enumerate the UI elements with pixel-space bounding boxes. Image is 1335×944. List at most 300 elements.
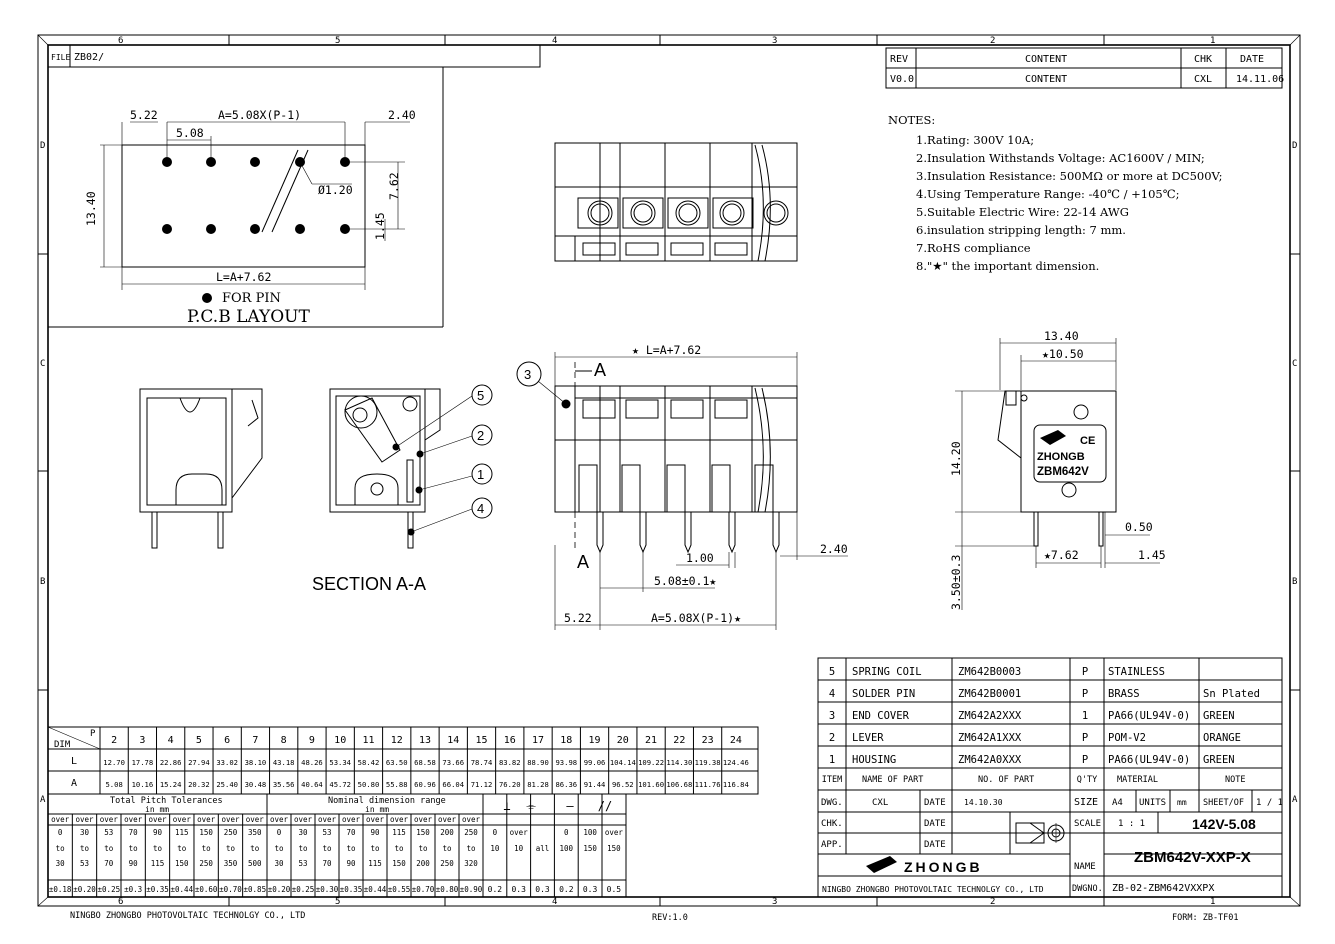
tol-to-label: to xyxy=(370,844,380,853)
file-name: ZB02/ xyxy=(74,52,105,63)
tb-chk-date-label: DATE xyxy=(924,819,946,829)
nominal-title: Nominal dimension range xyxy=(328,796,446,806)
tol-to-label: to xyxy=(55,844,65,853)
revision-table xyxy=(886,48,1284,88)
front-dim-a-formula: A=5.08X(P-1)★ xyxy=(651,611,742,625)
zone-row-c: C xyxy=(40,359,46,369)
tol-to-cell: 53 xyxy=(298,859,308,868)
tol-value-cell: ±0.85 xyxy=(243,885,267,894)
tol-to-cell: 350 xyxy=(223,859,238,868)
bom-cell: P xyxy=(1081,666,1089,678)
tb-dwgno-label: DWGNO. xyxy=(1072,884,1103,894)
pitch-header-cell: 16 xyxy=(503,735,516,746)
tb-drawn-by: CXL xyxy=(872,798,889,808)
geo-tol-cell: 0.3 xyxy=(582,885,598,894)
notes xyxy=(888,113,1223,273)
section-mark-bottom: A xyxy=(577,552,590,572)
tol-value-cell: ±0.25 xyxy=(97,885,121,894)
bom-cell: P xyxy=(1081,754,1089,766)
pitch-header-cell: 7 xyxy=(252,735,259,746)
tol-to-label: to xyxy=(394,844,404,853)
tol-to-cell: 150 xyxy=(392,859,406,868)
zone-row-d-right: D xyxy=(1292,141,1298,151)
tol-value-cell: ±0.70 xyxy=(411,885,435,894)
svg-text:FILE: FILE xyxy=(51,53,71,62)
l-value-cell: 99.06 xyxy=(583,758,606,767)
a-value-cell: 71.12 xyxy=(470,780,493,789)
bom-header: ITEM xyxy=(821,775,843,785)
top-view xyxy=(555,143,797,261)
geo-tol-cell: 0.2 xyxy=(559,885,574,894)
pitch-header-cell: 17 xyxy=(532,735,545,746)
pcb-dim-508: 5.08 xyxy=(176,126,204,140)
pcb-dim-hole: Ø1.20 xyxy=(318,183,353,197)
tol-value-cell: ±0.60 xyxy=(194,885,218,894)
drawing-frame xyxy=(38,35,1300,906)
rev-header-content: CONTENT xyxy=(1025,54,1068,65)
tol-to-cell: 115 xyxy=(150,859,165,868)
tol-to-label: to xyxy=(152,844,163,853)
pin-hole xyxy=(250,157,260,167)
bom-header: Q'TY xyxy=(1076,775,1098,785)
tol-to-cell: 30 xyxy=(274,859,284,868)
geo-tol-cell: 0.5 xyxy=(606,885,622,894)
pitch-header-cell: 11 xyxy=(362,735,375,746)
l-value-cell: 114.30 xyxy=(666,758,693,767)
pitch-header-cell: 21 xyxy=(645,735,658,746)
zone-col-3: 3 xyxy=(772,36,778,46)
bom-cell: HOUSING xyxy=(852,754,897,766)
l-value-cell: 119.38 xyxy=(694,758,721,767)
pcb-layout-title: P.C.B LAYOUT xyxy=(187,307,310,327)
pin-legend-dot xyxy=(202,293,212,303)
a-value-cell: 5.08 xyxy=(105,780,123,789)
bom-cell: POM-V2 xyxy=(1108,732,1146,744)
pitch-header-cell: 2 xyxy=(111,735,118,746)
bom-cell: STAINLESS xyxy=(1108,666,1165,678)
pcb-dim-240: 2.40 xyxy=(388,108,416,122)
pcb-dim-l-formula: L=A+7.62 xyxy=(216,270,272,284)
tol-to-label: to xyxy=(322,844,332,853)
tol-from-cell: 200 xyxy=(440,828,454,837)
tol-over-label: over xyxy=(389,815,409,824)
front-dim-522: 5.22 xyxy=(564,611,592,625)
section-mark-top: A xyxy=(594,360,607,380)
pitch-dimension-table xyxy=(48,727,758,794)
a-value-cell: 55.88 xyxy=(385,780,408,789)
geo-tol-cell: 0.3 xyxy=(535,885,550,894)
tol-value-cell: ±0.20 xyxy=(267,885,291,894)
zone-col-3-bottom: 3 xyxy=(772,897,778,907)
tol-from-cell: 115 xyxy=(392,828,406,837)
side-dim-762: ★7.62 xyxy=(1044,548,1079,562)
tb-units: mm xyxy=(1177,798,1187,807)
a-value-cell: 81.28 xyxy=(527,780,549,789)
bom-cell: GREEN xyxy=(1203,710,1235,722)
tol-to-cell: 200 xyxy=(416,859,430,868)
zone-col-6-bottom: 6 xyxy=(118,897,124,907)
top-view-terminals xyxy=(578,198,788,255)
pitch-header-cell: 19 xyxy=(588,735,601,746)
a-value-cell: 20.32 xyxy=(188,780,210,789)
zone-col-2: 2 xyxy=(990,36,996,46)
bom-header: NOTE xyxy=(1225,775,1246,785)
tol-to-cell: 90 xyxy=(128,859,138,868)
tol-value-cell: ±0.25 xyxy=(291,885,315,894)
tol-value-cell: ±0.30 xyxy=(315,885,339,894)
tb-size-label: SIZE xyxy=(1074,797,1099,808)
zone-col-4: 4 xyxy=(552,36,558,46)
bom-header: MATERIAL xyxy=(1117,775,1158,785)
l-value-cell: 109.22 xyxy=(638,758,665,767)
tb-name-label: NAME xyxy=(1074,862,1096,872)
note-2: 2.Insulation Withstands Voltage: AC1600V / MIN; xyxy=(916,151,1205,165)
bom-cell: 1 xyxy=(828,754,836,766)
tol-over-label: over xyxy=(99,815,118,824)
bom-cell: END COVER xyxy=(852,710,909,722)
tb-scale: 1 : 1 xyxy=(1118,819,1146,829)
zone-col-4-bottom: 4 xyxy=(552,897,558,907)
geo-symbol: ⌯ xyxy=(526,799,536,813)
tol-to-cell: 115 xyxy=(368,859,382,868)
geo-symbol: ⊥ xyxy=(503,799,511,813)
front-dim-240: 2.40 xyxy=(820,542,848,556)
tol-to-label: to xyxy=(104,844,114,853)
geo-from-cell: 0 xyxy=(564,828,569,837)
bom-cell: Sn Plated xyxy=(1203,688,1260,700)
pitch-header-cell: 13 xyxy=(418,735,432,746)
front-view xyxy=(517,343,848,630)
dim-table-row-l: L xyxy=(71,756,78,767)
tol-from-cell: 250 xyxy=(223,828,238,837)
a-value-cell: 116.84 xyxy=(722,780,749,789)
l-value-cell: 17.78 xyxy=(131,758,154,767)
nominal-unit: in mm xyxy=(365,805,390,814)
pitch-header-cell: 12 xyxy=(390,735,403,746)
rev-header-date: DATE xyxy=(1240,54,1265,65)
tol-to-label: to xyxy=(128,844,138,853)
tol-value-cell: ±0.70 xyxy=(219,885,242,894)
l-value-cell: 83.82 xyxy=(498,758,521,767)
footer-company: NINGBO ZHONGBO PHOTOVOLTAIC TECHNOLGY CO., LTD xyxy=(70,911,306,921)
geo-symbol: — xyxy=(566,799,574,813)
bom-cell: SPRING COIL xyxy=(852,666,922,678)
a-value-cell: 96.52 xyxy=(611,780,634,789)
l-value-cell: 63.50 xyxy=(385,758,408,767)
footer-rev: REV:1.0 xyxy=(652,913,688,923)
tb-drawn-date: 14.10.30 xyxy=(964,798,1003,807)
tb-units-label: UNITS xyxy=(1139,798,1167,808)
logo-text: ZHONGB xyxy=(904,859,983,875)
geo-to-cell: 150 xyxy=(583,844,597,853)
geo-tol-cell: 0.3 xyxy=(511,885,526,894)
zone-row-a-right: A xyxy=(1292,795,1298,805)
section-balloons xyxy=(472,385,492,518)
l-value-cell: 43.18 xyxy=(272,758,295,767)
label-brand: ZHONGB xyxy=(1037,451,1085,463)
zone-col-5: 5 xyxy=(335,36,341,46)
tb-sheet: 1 / 1 xyxy=(1256,798,1284,808)
tol-from-cell: 90 xyxy=(152,828,163,837)
geo-from-cell: over xyxy=(604,828,623,837)
geo-to-cell: 10 xyxy=(514,844,524,853)
tol-from-cell: 70 xyxy=(346,828,356,837)
pin-hole xyxy=(295,224,305,234)
zone-col-5-bottom: 5 xyxy=(335,897,341,907)
tol-from-cell: 30 xyxy=(79,828,90,837)
a-value-cell: 50.80 xyxy=(357,780,380,789)
tol-over-label: over xyxy=(51,815,70,824)
svg-text:4: 4 xyxy=(477,501,485,516)
tol-value-cell: ±0.18 xyxy=(48,885,72,894)
bom-cell: ZM642A0XXX xyxy=(958,754,1022,766)
pitch-header-cell: 6 xyxy=(224,735,231,746)
geo-from-cell: 0 xyxy=(492,828,498,837)
l-value-cell: 12.70 xyxy=(103,758,125,767)
front-view-pins xyxy=(597,512,779,552)
pitch-header-cell: 22 xyxy=(673,735,686,746)
tol-value-cell: ±0.80 xyxy=(435,885,459,894)
tol-to-label: to xyxy=(274,844,284,853)
a-value-cell: 66.04 xyxy=(442,780,465,789)
tb-dwg-label: DWG. xyxy=(821,798,843,808)
zone-col-1: 1 xyxy=(1210,36,1216,46)
l-value-cell: 27.94 xyxy=(188,758,210,767)
tol-over-label: over xyxy=(461,815,481,824)
a-value-cell: 15.24 xyxy=(159,780,182,789)
tol-to-label: to xyxy=(79,844,90,853)
tol-from-cell: 53 xyxy=(322,828,332,837)
bom-cell: ZM642B0003 xyxy=(958,666,1022,678)
tb-app-date-label: DATE xyxy=(924,840,946,850)
l-value-cell: 33.02 xyxy=(216,758,238,767)
tol-over-label: over xyxy=(172,815,191,824)
tol-value-cell: ±0.44 xyxy=(363,885,387,894)
zone-row-b: B xyxy=(40,577,46,587)
zone-row-d: D xyxy=(40,141,46,151)
zone-col-6: 6 xyxy=(118,36,124,46)
geo-to-cell: all xyxy=(535,844,550,853)
tol-value-cell: ±0.55 xyxy=(387,885,411,894)
geo-to-cell: 100 xyxy=(559,844,574,853)
section-a-a-view xyxy=(312,385,492,594)
pcb-dim-762: 7.62 xyxy=(387,172,401,200)
housing-side-view xyxy=(140,389,262,548)
pitch-header-cell: 23 xyxy=(701,735,714,746)
pitch-header-cell: 20 xyxy=(616,735,629,746)
zone-col-2-bottom: 2 xyxy=(990,897,996,907)
tol-to-label: to xyxy=(442,844,452,853)
geo-from-cell: over xyxy=(509,828,528,837)
side-dim-050: 0.50 xyxy=(1125,520,1153,534)
pitch-tol-unit: in mm xyxy=(145,805,170,814)
front-dim-l-formula: ★ L=A+7.62 xyxy=(632,343,702,357)
tb-sheet-label: SHEET/OF xyxy=(1203,798,1244,808)
zone-row-c-right: C xyxy=(1292,359,1298,369)
tol-to-label: to xyxy=(298,844,308,853)
tol-from-cell: 115 xyxy=(175,828,189,837)
tol-from-cell: 0 xyxy=(57,828,63,837)
side-dim-350: 3.50±0.3 xyxy=(949,554,963,610)
a-value-cell: 40.64 xyxy=(301,780,323,789)
tb-product-name: ZBM642V-XXP-X xyxy=(1134,849,1251,866)
l-value-cell: 53.34 xyxy=(329,758,352,767)
side-dim-1340: 13.40 xyxy=(1044,329,1079,343)
tol-to-label: to xyxy=(201,844,211,853)
tol-to-cell: 250 xyxy=(199,859,213,868)
tol-to-cell: 250 xyxy=(440,859,454,868)
l-value-cell: 58.42 xyxy=(357,758,380,767)
label-side-view xyxy=(949,329,1166,610)
tol-value-cell: ±0.90 xyxy=(459,885,483,894)
side-dim-1420: 14.20 xyxy=(949,441,963,476)
rev-row-chk: CXL xyxy=(1194,74,1213,85)
pitch-header-cell: 15 xyxy=(475,735,488,746)
pitch-header-cell: 14 xyxy=(447,735,460,746)
a-value-cell: 76.20 xyxy=(498,780,521,789)
bom-cell: PA66(UL94V-0) xyxy=(1108,710,1191,722)
tol-from-cell: 90 xyxy=(370,828,380,837)
a-value-cell: 86.36 xyxy=(555,780,578,789)
a-value-cell: 91.44 xyxy=(583,780,606,789)
tb-scale-label: SCALE xyxy=(1074,819,1102,829)
tol-to-cell: 320 xyxy=(464,859,478,868)
a-value-cell: 106.68 xyxy=(666,780,693,789)
tol-to-cell: 150 xyxy=(175,859,189,868)
note-6: 6.insulation stripping length: 7 mm. xyxy=(916,223,1126,237)
zone-row-a: A xyxy=(40,795,46,805)
tol-to-cell: 30 xyxy=(55,859,65,868)
a-value-cell: 45.72 xyxy=(329,780,352,789)
tol-to-cell: 70 xyxy=(104,859,114,868)
pitch-header-cell: 4 xyxy=(167,735,174,746)
ce-mark: CE xyxy=(1080,435,1096,447)
tb-size: A4 xyxy=(1112,798,1123,808)
pcb-dim-a-formula: A=5.08X(P-1) xyxy=(218,108,302,122)
tol-over-label: over xyxy=(437,815,457,824)
tol-value-cell: ±0.35 xyxy=(339,885,363,894)
tb-part-code: 142V-5.08 xyxy=(1192,816,1256,832)
a-value-cell: 111.76 xyxy=(694,780,721,789)
tol-to-cell: 90 xyxy=(346,859,356,868)
note-8: 8."★" the important dimension. xyxy=(916,259,1100,273)
tol-over-label: over xyxy=(413,815,433,824)
l-value-cell: 48.26 xyxy=(301,758,323,767)
pitch-header-cell: 9 xyxy=(308,735,315,746)
pcb-dim-522: 5.22 xyxy=(130,108,158,122)
title-block xyxy=(818,790,1283,897)
l-value-cell: 78.74 xyxy=(470,758,493,767)
bom-cell: P xyxy=(1081,688,1089,700)
tol-to-label: to xyxy=(250,844,260,853)
bom-cell: 5 xyxy=(828,666,836,678)
bom-cell: LEVER xyxy=(852,732,884,744)
l-value-cell: 88.90 xyxy=(527,758,549,767)
a-value-cell: 10.16 xyxy=(131,780,154,789)
tol-to-label: to xyxy=(177,844,187,853)
tol-over-label: over xyxy=(365,815,385,824)
tol-to-label: to xyxy=(225,844,235,853)
tol-over-label: over xyxy=(269,815,289,824)
geo-symbol: // xyxy=(597,799,613,813)
tol-over-label: over xyxy=(317,815,337,824)
tol-from-cell: 250 xyxy=(464,828,478,837)
tol-over-label: over xyxy=(245,815,264,824)
tol-to-cell: 53 xyxy=(79,859,90,868)
bom-header: NAME OF PART xyxy=(862,775,924,785)
section-title: SECTION A-A xyxy=(312,574,427,594)
bom-cell: PA66(UL94V-0) xyxy=(1108,754,1191,766)
tolerance-table xyxy=(48,794,626,897)
svg-text:5: 5 xyxy=(477,388,485,403)
bom-cell: ZM642A1XXX xyxy=(958,732,1022,744)
bom-cell: 3 xyxy=(828,710,836,722)
geo-to-cell: 150 xyxy=(607,844,621,853)
pitch-header-cell: 10 xyxy=(334,735,347,746)
footer-form: FORM: ZB-TF01 xyxy=(1172,913,1239,923)
a-value-cell: 25.40 xyxy=(216,780,238,789)
pitch-header-cell: 24 xyxy=(729,735,742,746)
tol-value-cell: ±0.20 xyxy=(73,885,96,894)
bom-cell: GREEN xyxy=(1203,754,1235,766)
pitch-header-cell: 3 xyxy=(139,735,146,746)
tol-over-label: over xyxy=(341,815,361,824)
pin-hole xyxy=(206,157,216,167)
tol-to-label: to xyxy=(418,844,428,853)
pcb-layout-view xyxy=(48,67,443,327)
a-value-cell: 60.96 xyxy=(414,780,436,789)
l-value-cell: 22.86 xyxy=(159,758,182,767)
bom-cell: ORANGE xyxy=(1203,732,1241,744)
note-5: 5.Suitable Electric Wire: 22-14 AWG xyxy=(916,205,1129,219)
side-dim-1050: ★10.50 xyxy=(1042,347,1084,361)
bom-cell: 1 xyxy=(1081,710,1089,722)
pcb-legend-text: FOR PIN xyxy=(222,291,281,306)
note-3: 3.Insulation Resistance: 500MΩ or more at DC500V; xyxy=(916,169,1223,183)
tol-over-label: over xyxy=(75,815,94,824)
rev-row-date: 14.11.06 xyxy=(1236,74,1285,85)
bom-cell: 2 xyxy=(828,732,836,744)
tol-from-cell: 53 xyxy=(104,828,114,837)
rev-header-rev: REV xyxy=(890,54,909,65)
a-value-cell: 35.56 xyxy=(272,780,295,789)
tol-over-label: over xyxy=(148,815,167,824)
pcb-dim-1340: 13.40 xyxy=(84,191,98,226)
dim-table-corner-dim: DIM xyxy=(54,740,71,750)
front-dim-508: 5.08±0.1★ xyxy=(654,574,717,588)
tb-app-label: APP. xyxy=(821,840,843,850)
note-4: 4.Using Temperature Range: -40℃ / +105℃; xyxy=(916,187,1180,201)
front-dim-100: 1.00 xyxy=(686,551,714,565)
tol-from-cell: 70 xyxy=(128,828,138,837)
l-value-cell: 93.98 xyxy=(555,758,578,767)
rev-header-chk: CHK xyxy=(1194,54,1213,65)
tol-value-cell: ±0.3 xyxy=(124,885,143,894)
tol-to-cell: 70 xyxy=(322,859,332,868)
side-dim-145: 1.45 xyxy=(1138,548,1166,562)
tol-from-cell: 30 xyxy=(298,828,308,837)
rev-row-content: CONTENT xyxy=(1025,74,1068,85)
pitch-header-cell: 5 xyxy=(195,735,202,746)
dim-table-row-a: A xyxy=(71,778,78,789)
tol-to-label: to xyxy=(346,844,356,853)
bom-cell: 4 xyxy=(828,688,836,700)
tol-value-cell: ±0.35 xyxy=(146,885,169,894)
bom-cell: ZM642B0001 xyxy=(958,688,1022,700)
tol-from-cell: 150 xyxy=(199,828,213,837)
zone-labels xyxy=(40,36,1298,907)
pitch-tol-title: Total Pitch Tolerances xyxy=(110,796,223,806)
